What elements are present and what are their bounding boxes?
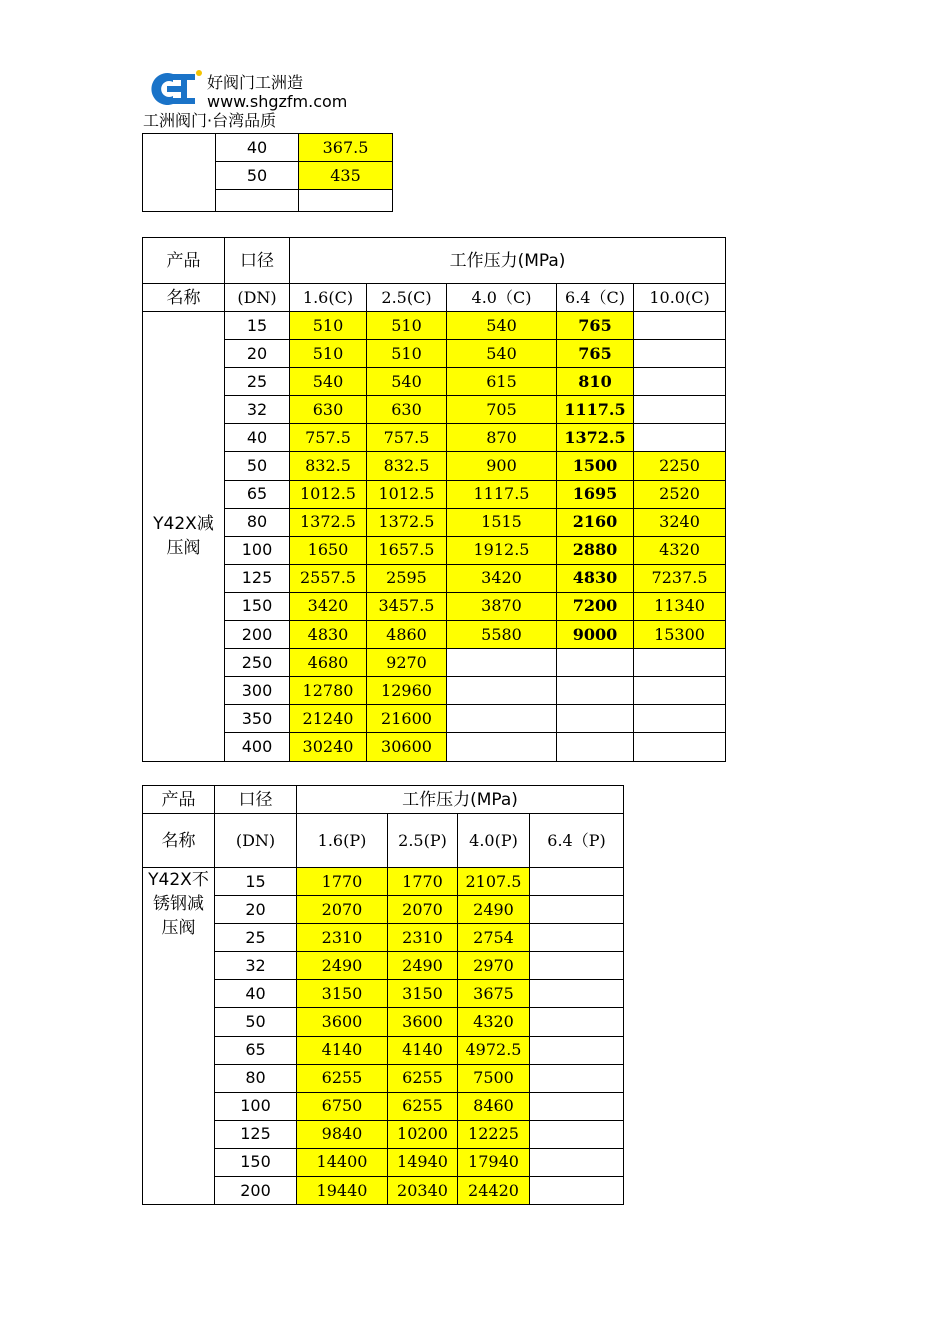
price-cell: 367.5 [299, 134, 393, 162]
price-cell: 615 [447, 368, 557, 396]
price-cell: 2754 [458, 924, 530, 952]
header-dn-unit: (DN) [215, 814, 297, 868]
price-cell: 1912.5 [447, 536, 557, 564]
price-cell: 1500 [557, 452, 634, 480]
table-row [143, 592, 726, 620]
header-working-pressure: 工作压力(MPa) [290, 238, 726, 284]
price-cell: 6255 [388, 1092, 458, 1120]
price-cell: 2520 [634, 480, 726, 508]
price-cell: 21240 [290, 705, 367, 733]
pressure-col-header: 10.0(C) [634, 284, 726, 312]
price-cell: 4680 [290, 649, 367, 677]
price-cell: 14400 [297, 1148, 388, 1176]
table-row [143, 733, 726, 761]
header-dn-unit: (DN) [225, 284, 290, 312]
price-cell: 24420 [458, 1177, 530, 1205]
table-row [143, 980, 624, 1008]
dn-cell: 150 [215, 1148, 297, 1176]
table-row [143, 396, 726, 424]
price-cell: 6750 [297, 1092, 388, 1120]
price-cell: 3457.5 [367, 592, 447, 620]
price-cell: 9000 [557, 621, 634, 649]
price-cell: 1650 [290, 536, 367, 564]
price-cell [530, 1148, 624, 1176]
price-cell: 1372.5 [290, 508, 367, 536]
price-cell: 4860 [367, 621, 447, 649]
price-cell: 1695 [557, 480, 634, 508]
price-cell: 30240 [290, 733, 367, 761]
table-row [143, 621, 726, 649]
price-cell: 12225 [458, 1120, 530, 1148]
price-cell: 1515 [447, 508, 557, 536]
dn-cell: 32 [225, 396, 290, 424]
price-cell: 8460 [458, 1092, 530, 1120]
price-cell: 2557.5 [290, 564, 367, 592]
price-table-continuation [142, 133, 393, 212]
price-cell: 15300 [634, 621, 726, 649]
dn-cell: 25 [215, 924, 297, 952]
price-cell: 510 [290, 340, 367, 368]
dn-cell: 300 [225, 677, 290, 705]
price-cell: 2070 [297, 896, 388, 924]
price-cell [634, 705, 726, 733]
product-cell [143, 134, 216, 212]
dn-cell: 125 [215, 1120, 297, 1148]
price-cell [530, 980, 624, 1008]
pressure-col-header: 1.6(C) [290, 284, 367, 312]
price-cell [530, 1092, 624, 1120]
dn-cell: 80 [225, 508, 290, 536]
price-cell: 9840 [297, 1120, 388, 1148]
price-cell: 3150 [297, 980, 388, 1008]
price-cell: 540 [447, 312, 557, 340]
table-row [143, 508, 726, 536]
logo-mark-icon [143, 68, 205, 110]
table-row [143, 1008, 624, 1036]
dn-cell: 20 [225, 340, 290, 368]
table-row [143, 1036, 624, 1064]
table-row [143, 1120, 624, 1148]
dn-cell: 100 [215, 1092, 297, 1120]
price-cell: 1372.5 [557, 424, 634, 452]
dn-cell: 40 [215, 980, 297, 1008]
price-cell: 11340 [634, 592, 726, 620]
price-cell [530, 924, 624, 952]
price-cell [447, 649, 557, 677]
price-cell [634, 368, 726, 396]
table-row [143, 1092, 624, 1120]
price-cell [634, 733, 726, 761]
price-cell: 540 [447, 340, 557, 368]
price-cell: 20340 [388, 1177, 458, 1205]
product-name-cell: Y42X减压阀 [143, 312, 225, 762]
price-cell [634, 396, 726, 424]
dn-cell: 350 [225, 705, 290, 733]
header-product: 产品 [143, 786, 215, 814]
price-cell: 435 [299, 162, 393, 190]
price-cell: 12960 [367, 677, 447, 705]
table-row [143, 424, 726, 452]
price-cell [530, 1064, 624, 1092]
price-cell: 4140 [297, 1036, 388, 1064]
price-cell: 2880 [557, 536, 634, 564]
price-cell: 3870 [447, 592, 557, 620]
price-cell: 510 [367, 340, 447, 368]
dn-cell: 65 [215, 1036, 297, 1064]
price-cell [530, 1120, 624, 1148]
price-cell: 510 [290, 312, 367, 340]
price-cell: 765 [557, 340, 634, 368]
pressure-col-header: 2.5(P) [388, 814, 458, 868]
dn-cell: 100 [225, 536, 290, 564]
price-cell [557, 649, 634, 677]
price-cell: 17940 [458, 1148, 530, 1176]
price-cell [530, 1036, 624, 1064]
table-row [143, 340, 726, 368]
dn-cell: 200 [225, 621, 290, 649]
price-cell: 1770 [297, 868, 388, 896]
price-cell: 4830 [290, 621, 367, 649]
dn-cell: 65 [225, 480, 290, 508]
price-cell: 1657.5 [367, 536, 447, 564]
table-row [143, 368, 726, 396]
y42x-price-table [142, 237, 726, 762]
price-cell: 9270 [367, 649, 447, 677]
dn-cell [216, 190, 299, 212]
y42x-stainless-price-table [142, 785, 624, 1205]
price-cell: 5580 [447, 621, 557, 649]
price-cell: 2490 [297, 952, 388, 980]
price-cell: 1012.5 [367, 480, 447, 508]
pressure-col-header: 4.0（C) [447, 284, 557, 312]
price-cell: 7200 [557, 592, 634, 620]
price-cell: 21600 [367, 705, 447, 733]
price-cell: 3240 [634, 508, 726, 536]
price-cell: 1117.5 [557, 396, 634, 424]
dn-cell: 32 [215, 952, 297, 980]
table-row [143, 480, 726, 508]
price-cell: 1012.5 [290, 480, 367, 508]
price-cell: 6255 [388, 1064, 458, 1092]
price-cell: 1117.5 [447, 480, 557, 508]
table-row [143, 868, 624, 896]
price-cell [530, 1177, 624, 1205]
price-cell: 4320 [634, 536, 726, 564]
header-dn: 口径 [215, 786, 297, 814]
dn-cell: 50 [225, 452, 290, 480]
price-cell: 2107.5 [458, 868, 530, 896]
dn-cell: 20 [215, 896, 297, 924]
price-cell [447, 733, 557, 761]
dn-cell: 80 [215, 1064, 297, 1092]
price-cell: 4972.5 [458, 1036, 530, 1064]
price-cell: 810 [557, 368, 634, 396]
price-cell: 4830 [557, 564, 634, 592]
price-cell: 4140 [388, 1036, 458, 1064]
pressure-col-header: 2.5(C) [367, 284, 447, 312]
price-cell: 3420 [447, 564, 557, 592]
price-cell: 832.5 [367, 452, 447, 480]
logo-url: www.shgzfm.com [207, 92, 348, 111]
dn-cell: 50 [215, 1008, 297, 1036]
dn-cell: 40 [225, 424, 290, 452]
dn-cell: 40 [216, 134, 299, 162]
table-row [143, 1177, 624, 1205]
price-cell [557, 677, 634, 705]
dn-cell: 250 [225, 649, 290, 677]
header-name: 名称 [143, 284, 225, 312]
header-product: 产品 [143, 238, 225, 284]
pressure-col-header: 6.4（P) [530, 814, 624, 868]
price-cell [530, 896, 624, 924]
table-row [143, 134, 393, 162]
price-cell: 630 [367, 396, 447, 424]
table-row [143, 924, 624, 952]
price-cell: 1770 [388, 868, 458, 896]
dn-cell: 125 [225, 564, 290, 592]
price-cell: 3420 [290, 592, 367, 620]
header-working-pressure: 工作压力(MPa) [297, 786, 624, 814]
table-row [143, 1148, 624, 1176]
price-cell: 6255 [297, 1064, 388, 1092]
table-row [143, 564, 726, 592]
price-cell: 2250 [634, 452, 726, 480]
table-row [143, 896, 624, 924]
price-cell: 510 [367, 312, 447, 340]
price-cell: 2070 [388, 896, 458, 924]
table-row [143, 312, 726, 340]
dn-cell: 15 [215, 868, 297, 896]
header-name: 名称 [143, 814, 215, 868]
price-cell: 765 [557, 312, 634, 340]
price-cell: 1372.5 [367, 508, 447, 536]
price-cell: 870 [447, 424, 557, 452]
price-cell: 900 [447, 452, 557, 480]
header-dn: 口径 [225, 238, 290, 284]
dn-cell: 50 [216, 162, 299, 190]
price-cell [634, 424, 726, 452]
price-cell: 540 [290, 368, 367, 396]
price-cell: 3150 [388, 980, 458, 1008]
price-cell: 630 [290, 396, 367, 424]
price-cell: 30600 [367, 733, 447, 761]
price-cell [530, 1008, 624, 1036]
price-cell: 540 [367, 368, 447, 396]
price-cell [530, 952, 624, 980]
table-row [143, 1064, 624, 1092]
price-cell [634, 677, 726, 705]
price-cell: 832.5 [290, 452, 367, 480]
table-row [143, 952, 624, 980]
pressure-col-header: 1.6(P) [297, 814, 388, 868]
price-cell: 4320 [458, 1008, 530, 1036]
product-name-cell: Y42X不锈钢减压阀 [143, 868, 215, 1205]
price-cell [634, 340, 726, 368]
table-row [143, 452, 726, 480]
dn-cell: 15 [225, 312, 290, 340]
price-cell: 2310 [388, 924, 458, 952]
price-cell: 7237.5 [634, 564, 726, 592]
logo-tagline: 工洲阀门·台湾品质 [143, 111, 277, 130]
dn-cell: 200 [215, 1177, 297, 1205]
table-row [143, 677, 726, 705]
price-cell: 10200 [388, 1120, 458, 1148]
price-cell [447, 705, 557, 733]
price-cell: 2970 [458, 952, 530, 980]
price-cell [447, 677, 557, 705]
dn-cell: 150 [225, 592, 290, 620]
price-cell: 7500 [458, 1064, 530, 1092]
price-cell [634, 649, 726, 677]
table-row [143, 536, 726, 564]
price-cell: 3600 [297, 1008, 388, 1036]
price-cell [530, 868, 624, 896]
pressure-col-header: 4.0(P) [458, 814, 530, 868]
price-cell [634, 312, 726, 340]
price-cell: 3675 [458, 980, 530, 1008]
price-cell: 3600 [388, 1008, 458, 1036]
price-cell: 2595 [367, 564, 447, 592]
price-cell: 757.5 [290, 424, 367, 452]
price-cell: 14940 [388, 1148, 458, 1176]
logo-slogan: 好阀门工洲造 [207, 73, 304, 92]
price-cell: 757.5 [367, 424, 447, 452]
price-cell [557, 733, 634, 761]
table-row [143, 649, 726, 677]
price-cell: 705 [447, 396, 557, 424]
price-cell: 12780 [290, 677, 367, 705]
price-cell: 19440 [297, 1177, 388, 1205]
price-cell [557, 705, 634, 733]
pressure-col-header: 6.4（C) [557, 284, 634, 312]
dn-cell: 400 [225, 733, 290, 761]
dn-cell: 25 [225, 368, 290, 396]
price-cell: 2160 [557, 508, 634, 536]
price-cell: 2310 [297, 924, 388, 952]
price-cell: 2490 [458, 896, 530, 924]
price-cell [299, 190, 393, 212]
price-cell: 2490 [388, 952, 458, 980]
table-row [143, 705, 726, 733]
